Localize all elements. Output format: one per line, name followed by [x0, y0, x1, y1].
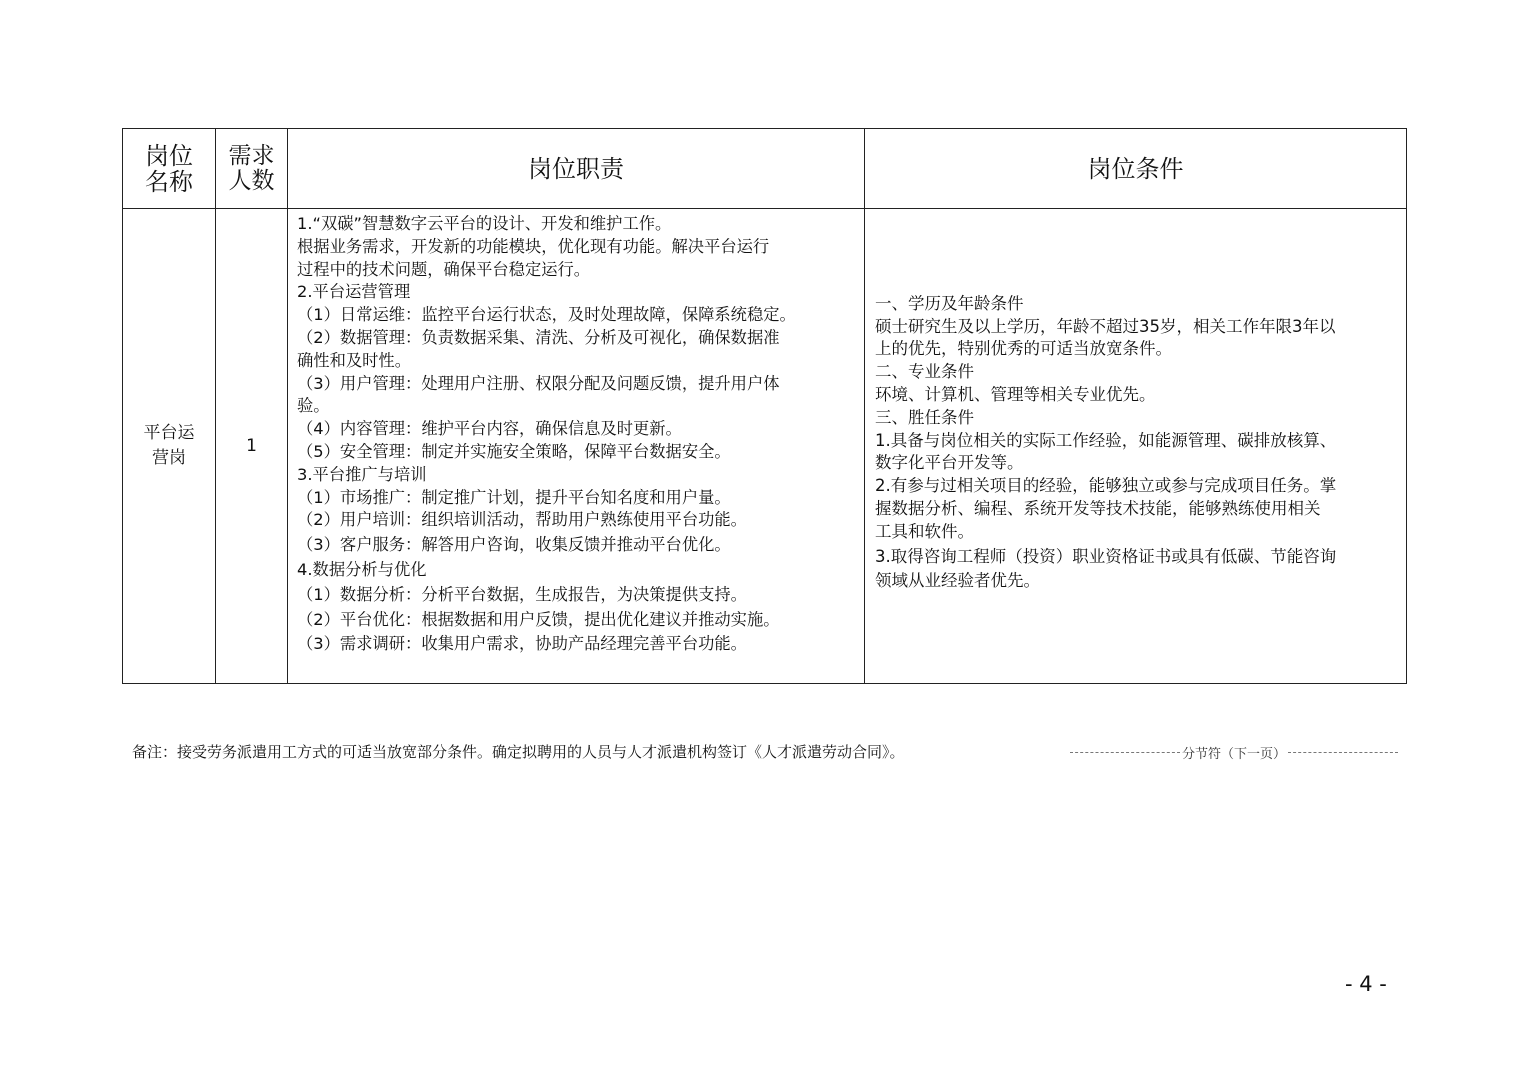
table-header-row — [123, 129, 1407, 209]
duty-line: （2）平台优化：根据数据和用户反馈，提出优化建议并推动实施。 — [297, 609, 780, 629]
requirement-line: 一、学历及年龄条件 — [875, 293, 1024, 313]
duty-line: （2）用户培训：组织培训活动，帮助用户熟练使用平台功能。 — [297, 510, 747, 530]
duty-line: （3）需求调研：收集用户需求，协助产品经理完善平台功能。 — [297, 634, 747, 654]
header-position-name — [123, 129, 216, 209]
header-headcount-line: 需求 — [228, 142, 275, 169]
requirement-line: 数字化平台开发等。 — [875, 453, 1024, 473]
job-requirements-table — [122, 128, 1407, 684]
requirement-line: 硕士研究生及以上学历，年龄不超过35岁，相关工作年限3年以 — [875, 316, 1336, 336]
duty-line: 验。 — [297, 396, 330, 416]
requirement-line: 二、专业条件 — [875, 362, 974, 382]
requirement-line: 工具和软件。 — [875, 521, 974, 541]
header-headcount — [216, 129, 288, 209]
position-name-line: 营岗 — [152, 448, 186, 468]
requirement-line: 3.取得咨询工程师（投资）职业资格证书或具有低碳、节能咨询 — [875, 546, 1337, 566]
duty-line: 2.平台运营管理 — [297, 282, 411, 302]
duty-line: 根据业务需求，开发新的功能模块，优化现有功能。解决平台运行 — [297, 236, 770, 256]
duty-line: 过程中的技术问题，确保平台稳定运行。 — [297, 259, 591, 279]
requirement-line: 三、胜任条件 — [875, 407, 974, 427]
header-headcount-line: 人数 — [228, 167, 275, 194]
section-break-dashes-left — [1070, 752, 1180, 753]
duty-line: （2）数据管理：负责数据采集、清洗、分析及可视化，确保数据准 — [297, 327, 780, 347]
page-number: - 4 - — [1345, 972, 1387, 996]
section-break-label: 分节符（下一页） — [1182, 746, 1287, 762]
requirement-line: 领域从业经验者优先。 — [875, 571, 1040, 591]
requirement-line: 环境、计算机、管理等相关专业优先。 — [875, 385, 1156, 404]
duty-line: 确性和及时性。 — [297, 350, 411, 370]
requirement-line: 1.具备与岗位相关的实际工作经验，如能源管理、碳排放核算、 — [875, 430, 1337, 450]
header-requirements: 岗位条件 — [865, 129, 1407, 209]
position-name-line: 平台运 — [143, 423, 195, 443]
table-row — [123, 209, 1407, 684]
headcount-cell: 1 — [216, 209, 288, 684]
section-break-dashes-right — [1288, 752, 1398, 753]
header-duties: 岗位职责 — [288, 129, 865, 209]
remark-note: 备注：接受劳务派遣用工方式的可适当放宽部分条件。确定拟聘用的人员与人才派遣机构签订《人才派遣劳动合同》。 — [132, 743, 905, 761]
requirement-line: 上的优先，特别优秀的可适当放宽条件。 — [875, 339, 1172, 359]
requirement-line: 握数据分析、编程、系统开发等技术技能，能够熟练使用相关 — [875, 498, 1321, 518]
duty-line: （1）数据分析：分析平台数据，生成报告，为决策提供支持。 — [297, 584, 747, 604]
duty-line: （5）安全管理：制定并实施安全策略，保障平台数据安全。 — [297, 441, 731, 461]
duties-cell — [288, 209, 865, 684]
position-name-cell — [123, 209, 216, 684]
duty-line: （4）内容管理：维护平台内容，确保信息及时更新。 — [297, 419, 682, 439]
header-position-name-line: 岗位 — [145, 141, 193, 170]
duty-line: （1）日常运维：监控平台运行状态，及时处理故障，保障系统稳定。 — [297, 305, 796, 325]
duty-line: 1.“双碳”智慧数字云平台的设计、开发和维护工作。 — [297, 214, 672, 233]
duty-line: （1）市场推广：制定推广计划，提升平台知名度和用户量。 — [297, 487, 731, 507]
duty-line: （3）客户服务：解答用户咨询，收集反馈并推动平台优化。 — [297, 535, 731, 555]
duty-line: 3.平台推广与培训 — [297, 464, 427, 484]
requirements-cell — [865, 209, 1407, 684]
section-break-marker — [1070, 744, 1398, 760]
duty-line: （3）用户管理：处理用户注册、权限分配及问题反馈，提升用户体 — [297, 373, 780, 393]
duty-line: 4.数据分析与优化 — [297, 559, 427, 579]
header-position-name-line: 名称 — [145, 167, 193, 196]
requirement-line: 2.有参与过相关项目的经验，能够独立或参与完成项目任务。掌 — [875, 476, 1337, 496]
